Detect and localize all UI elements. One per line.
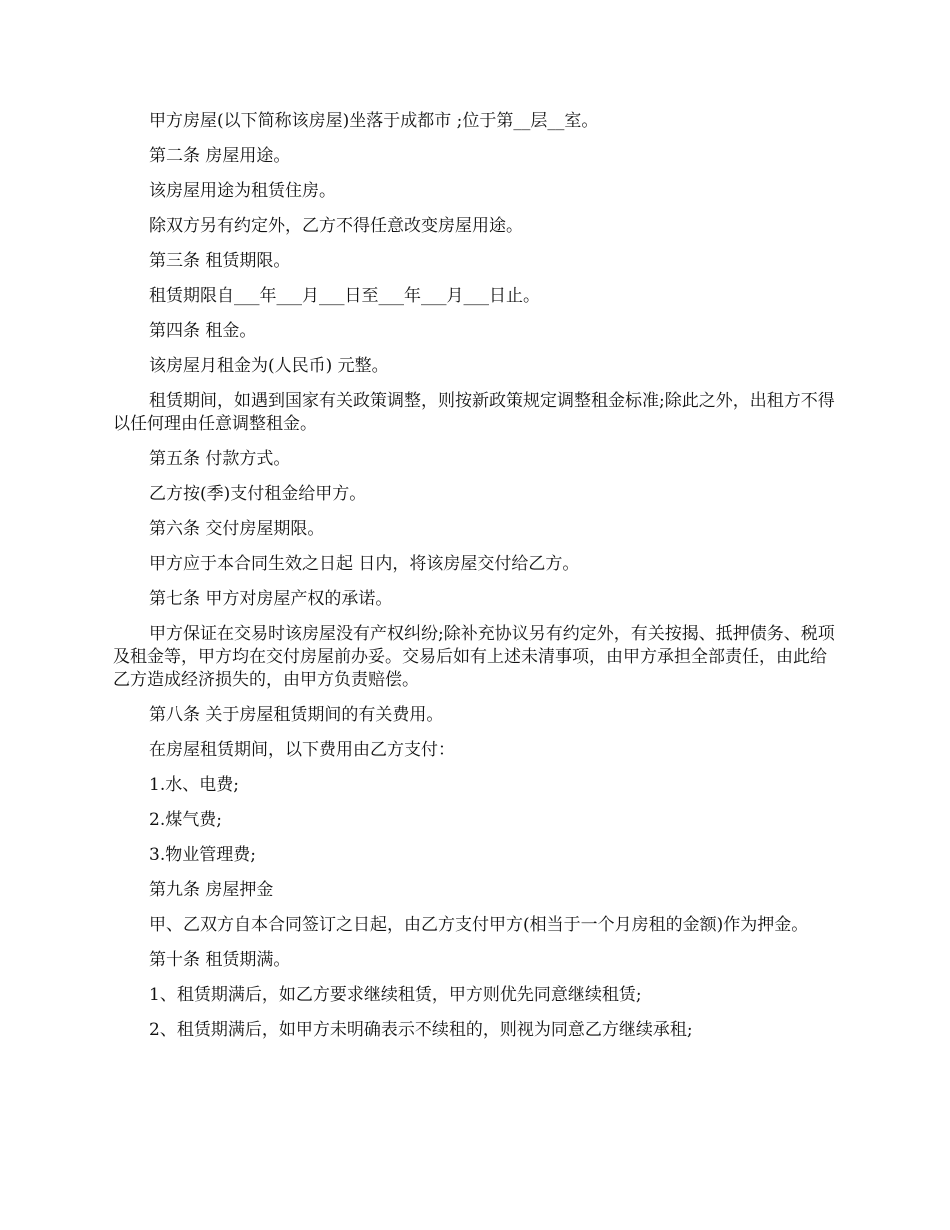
- document-body: [113, 110, 839, 1054]
- heading-article-8: 第八条 关于房屋租赁期间的有关费用。: [149, 705, 444, 725]
- paragraph-usage: 该房屋用途为租赁住房。: [149, 181, 336, 201]
- paragraph-lease-term: 租赁期限自___年___月___日至___年___月___日止。: [149, 286, 540, 306]
- heading-article-10: 第十条 租赁期满。: [149, 950, 291, 970]
- heading-article-5: 第五条 付款方式。: [149, 449, 291, 469]
- heading-article-9: 第九条 房屋押金: [149, 880, 274, 900]
- heading-article-3: 第三条 租赁期限。: [149, 251, 291, 271]
- heading-article-6: 第六条 交付房屋期限。: [149, 519, 325, 539]
- paragraph-location: 甲方房屋(以下简称该房屋)坐落于成都市 ;位于第__层__室。: [149, 111, 599, 131]
- paragraph-rent-adjustment: 租赁期间，如遇到国家有关政策调整，则按新政策规定调整租金标准;除此之外，出租方不得以任何理由任意调整租金。: [113, 391, 835, 434]
- list-item-fee-3: 3.物业管理费;: [149, 845, 256, 865]
- heading-article-7: 第七条 甲方对房屋产权的承诺。: [149, 589, 393, 609]
- list-item-expiry-1: 1、租赁期满后，如乙方要求继续租赁，甲方则优先同意继续租赁;: [149, 985, 642, 1005]
- heading-article-2: 第二条 房屋用途。: [149, 146, 291, 166]
- heading-article-4: 第四条 租金。: [149, 321, 257, 341]
- paragraph-fees-intro: 在房屋租赁期间，以下费用由乙方支付：: [149, 740, 455, 760]
- paragraph-property-guarantee: 甲方保证在交易时该房屋没有产权纠纷;除补充协议另有约定外，有关按揭、抵押债务、税项及租金等，甲方均在交付房屋前办妥。交易后如有上述未清事项，由甲方承担全部责任，由此给乙方造成经济损失的，由甲方负责赔偿。: [113, 624, 835, 690]
- paragraph-usage-restriction: 除双方另有约定外，乙方不得任意改变房屋用途。: [149, 216, 523, 236]
- paragraph-delivery: 甲方应于本合同生效之日起 日内，将该房屋交付给乙方。: [149, 554, 580, 574]
- list-item-expiry-2: 2、租赁期满后，如甲方未明确表示不续租的，则视为同意乙方继续承租;: [149, 1020, 693, 1040]
- paragraph-monthly-rent: 该房屋月租金为(人民币) 元整。: [149, 356, 389, 376]
- list-item-fee-2: 2.煤气费;: [149, 810, 222, 830]
- paragraph-deposit: 甲、乙双方自本合同签订之日起，由乙方支付甲方(相当于一个月房租的金额)作为押金。: [149, 915, 809, 935]
- paragraph-payment-method: 乙方按(季)支付租金给甲方。: [149, 484, 367, 504]
- list-item-fee-1: 1.水、电费;: [149, 775, 239, 795]
